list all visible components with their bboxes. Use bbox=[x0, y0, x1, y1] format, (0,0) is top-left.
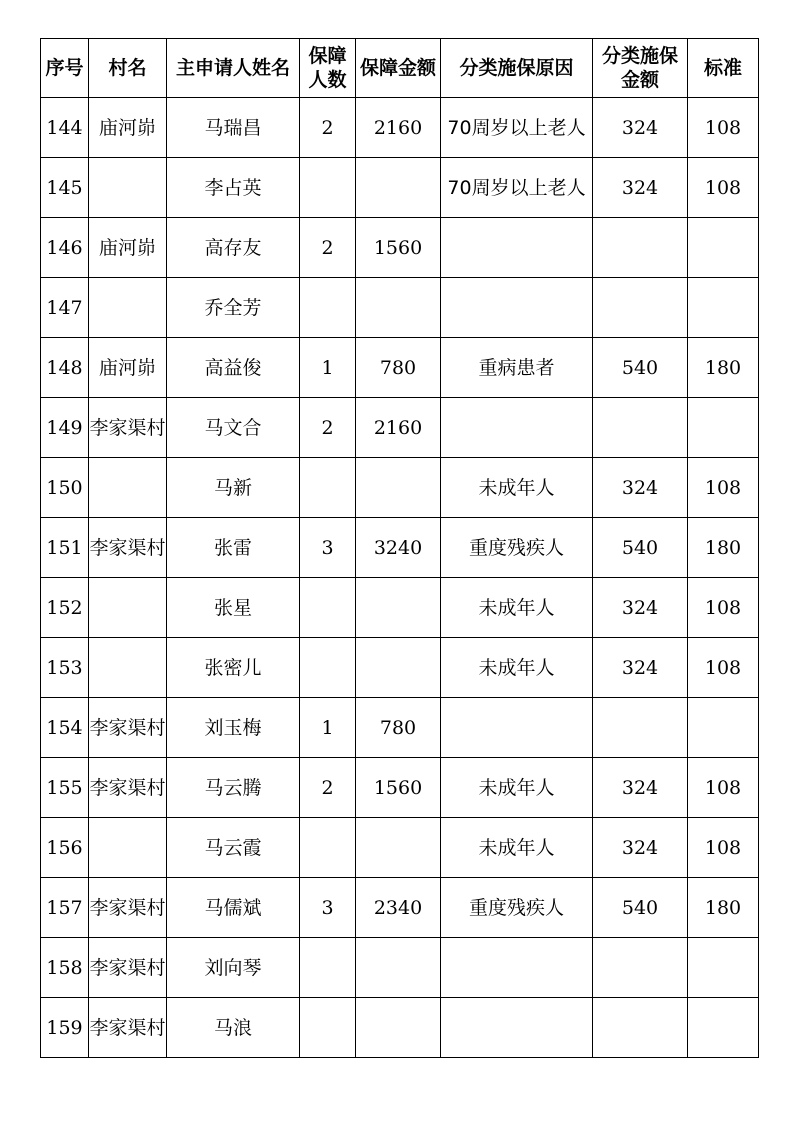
applicant-name-cell: 马文合 bbox=[167, 398, 300, 458]
applicant-name-cell: 张星 bbox=[167, 578, 300, 638]
standard-cell: 108 bbox=[688, 98, 759, 158]
reason-cell: 未成年人 bbox=[441, 638, 593, 698]
header-cell: 分类施保金额 bbox=[593, 39, 688, 98]
table-row bbox=[41, 698, 759, 758]
table-row bbox=[41, 578, 759, 638]
amount-cell bbox=[356, 578, 441, 638]
table-row bbox=[41, 278, 759, 338]
assistance-table bbox=[40, 38, 759, 1058]
reason-cell: 重病患者 bbox=[441, 338, 593, 398]
village-cell: 庙河峁 bbox=[89, 338, 167, 398]
amount-cell bbox=[356, 938, 441, 998]
applicant-name-cell: 马儒斌 bbox=[167, 878, 300, 938]
category-amount-cell bbox=[593, 938, 688, 998]
people-count-cell bbox=[300, 578, 356, 638]
serial-cell: 152 bbox=[41, 578, 89, 638]
applicant-name-cell: 高益俊 bbox=[167, 338, 300, 398]
reason-cell: 70周岁以上老人 bbox=[441, 98, 593, 158]
applicant-name-cell: 马云霞 bbox=[167, 818, 300, 878]
applicant-name-cell: 乔全芳 bbox=[167, 278, 300, 338]
amount-cell: 2340 bbox=[356, 878, 441, 938]
table-row bbox=[41, 998, 759, 1058]
serial-cell: 155 bbox=[41, 758, 89, 818]
header-cell: 保障人数 bbox=[300, 39, 356, 98]
people-count-cell bbox=[300, 458, 356, 518]
serial-cell: 154 bbox=[41, 698, 89, 758]
category-amount-cell bbox=[593, 278, 688, 338]
reason-cell: 未成年人 bbox=[441, 578, 593, 638]
people-count-cell: 1 bbox=[300, 698, 356, 758]
reason-cell: 未成年人 bbox=[441, 458, 593, 518]
reason-cell bbox=[441, 998, 593, 1058]
category-amount-cell bbox=[593, 218, 688, 278]
people-count-cell: 3 bbox=[300, 878, 356, 938]
people-count-cell bbox=[300, 938, 356, 998]
serial-cell: 148 bbox=[41, 338, 89, 398]
table-row bbox=[41, 218, 759, 278]
standard-cell bbox=[688, 698, 759, 758]
amount-cell: 3240 bbox=[356, 518, 441, 578]
village-cell: 庙河峁 bbox=[89, 98, 167, 158]
amount-cell: 780 bbox=[356, 338, 441, 398]
serial-cell: 147 bbox=[41, 278, 89, 338]
category-amount-cell: 324 bbox=[593, 458, 688, 518]
table-row bbox=[41, 818, 759, 878]
reason-cell: 重度残疾人 bbox=[441, 518, 593, 578]
reason-cell bbox=[441, 218, 593, 278]
table-row bbox=[41, 878, 759, 938]
people-count-cell: 2 bbox=[300, 758, 356, 818]
standard-cell: 180 bbox=[688, 878, 759, 938]
standard-cell bbox=[688, 998, 759, 1058]
applicant-name-cell: 刘向琴 bbox=[167, 938, 300, 998]
applicant-name-cell: 马瑞昌 bbox=[167, 98, 300, 158]
table-row bbox=[41, 98, 759, 158]
standard-cell bbox=[688, 278, 759, 338]
standard-cell: 108 bbox=[688, 578, 759, 638]
people-count-cell: 3 bbox=[300, 518, 356, 578]
applicant-name-cell: 马云腾 bbox=[167, 758, 300, 818]
table-row bbox=[41, 638, 759, 698]
amount-cell bbox=[356, 638, 441, 698]
village-cell bbox=[89, 578, 167, 638]
people-count-cell bbox=[300, 998, 356, 1058]
people-count-cell bbox=[300, 818, 356, 878]
reason-cell: 未成年人 bbox=[441, 758, 593, 818]
header-row bbox=[41, 39, 759, 98]
serial-cell: 150 bbox=[41, 458, 89, 518]
category-amount-cell: 324 bbox=[593, 638, 688, 698]
table-row bbox=[41, 158, 759, 218]
category-amount-cell bbox=[593, 398, 688, 458]
header-cell: 村名 bbox=[89, 39, 167, 98]
category-amount-cell: 324 bbox=[593, 578, 688, 638]
village-cell: 李家渠村 bbox=[89, 878, 167, 938]
village-cell bbox=[89, 458, 167, 518]
amount-cell bbox=[356, 998, 441, 1058]
serial-cell: 149 bbox=[41, 398, 89, 458]
village-cell: 李家渠村 bbox=[89, 398, 167, 458]
amount-cell bbox=[356, 818, 441, 878]
table-row bbox=[41, 758, 759, 818]
table-row bbox=[41, 458, 759, 518]
category-amount-cell: 540 bbox=[593, 518, 688, 578]
people-count-cell bbox=[300, 158, 356, 218]
people-count-cell bbox=[300, 278, 356, 338]
village-cell: 李家渠村 bbox=[89, 758, 167, 818]
reason-cell bbox=[441, 938, 593, 998]
applicant-name-cell: 马新 bbox=[167, 458, 300, 518]
standard-cell: 108 bbox=[688, 758, 759, 818]
people-count-cell: 1 bbox=[300, 338, 356, 398]
serial-cell: 157 bbox=[41, 878, 89, 938]
header-cell: 序号 bbox=[41, 39, 89, 98]
serial-cell: 153 bbox=[41, 638, 89, 698]
people-count-cell: 2 bbox=[300, 398, 356, 458]
amount-cell bbox=[356, 278, 441, 338]
standard-cell bbox=[688, 398, 759, 458]
serial-cell: 151 bbox=[41, 518, 89, 578]
village-cell bbox=[89, 158, 167, 218]
standard-cell bbox=[688, 938, 759, 998]
standard-cell: 108 bbox=[688, 638, 759, 698]
applicant-name-cell: 张雷 bbox=[167, 518, 300, 578]
standard-cell: 108 bbox=[688, 158, 759, 218]
reason-cell: 重度残疾人 bbox=[441, 878, 593, 938]
table-row bbox=[41, 518, 759, 578]
people-count-cell: 2 bbox=[300, 98, 356, 158]
people-count-cell: 2 bbox=[300, 218, 356, 278]
village-cell: 李家渠村 bbox=[89, 998, 167, 1058]
header-cell: 标准 bbox=[688, 39, 759, 98]
category-amount-cell: 324 bbox=[593, 158, 688, 218]
village-cell: 庙河峁 bbox=[89, 218, 167, 278]
header-cell: 保障金额 bbox=[356, 39, 441, 98]
village-cell: 李家渠村 bbox=[89, 518, 167, 578]
serial-cell: 144 bbox=[41, 98, 89, 158]
header-cell: 主申请人姓名 bbox=[167, 39, 300, 98]
serial-cell: 158 bbox=[41, 938, 89, 998]
serial-cell: 156 bbox=[41, 818, 89, 878]
category-amount-cell: 540 bbox=[593, 878, 688, 938]
standard-cell bbox=[688, 218, 759, 278]
applicant-name-cell: 马浪 bbox=[167, 998, 300, 1058]
serial-cell: 146 bbox=[41, 218, 89, 278]
category-amount-cell bbox=[593, 998, 688, 1058]
people-count-cell bbox=[300, 638, 356, 698]
amount-cell: 780 bbox=[356, 698, 441, 758]
applicant-name-cell: 张密儿 bbox=[167, 638, 300, 698]
standard-cell: 108 bbox=[688, 818, 759, 878]
standard-cell: 180 bbox=[688, 518, 759, 578]
reason-cell bbox=[441, 398, 593, 458]
table-body bbox=[41, 98, 759, 1058]
category-amount-cell: 324 bbox=[593, 818, 688, 878]
serial-cell: 159 bbox=[41, 998, 89, 1058]
header-cell: 分类施保原因 bbox=[441, 39, 593, 98]
reason-cell bbox=[441, 698, 593, 758]
category-amount-cell: 540 bbox=[593, 338, 688, 398]
category-amount-cell bbox=[593, 698, 688, 758]
amount-cell: 1560 bbox=[356, 758, 441, 818]
village-cell bbox=[89, 638, 167, 698]
village-cell bbox=[89, 278, 167, 338]
village-cell: 李家渠村 bbox=[89, 938, 167, 998]
amount-cell bbox=[356, 158, 441, 218]
village-cell bbox=[89, 818, 167, 878]
table-row bbox=[41, 338, 759, 398]
amount-cell: 2160 bbox=[356, 398, 441, 458]
applicant-name-cell: 高存友 bbox=[167, 218, 300, 278]
category-amount-cell: 324 bbox=[593, 98, 688, 158]
reason-cell: 70周岁以上老人 bbox=[441, 158, 593, 218]
table-row bbox=[41, 938, 759, 998]
village-cell: 李家渠村 bbox=[89, 698, 167, 758]
reason-cell bbox=[441, 278, 593, 338]
applicant-name-cell: 刘玉梅 bbox=[167, 698, 300, 758]
amount-cell bbox=[356, 458, 441, 518]
standard-cell: 108 bbox=[688, 458, 759, 518]
applicant-name-cell: 李占英 bbox=[167, 158, 300, 218]
amount-cell: 1560 bbox=[356, 218, 441, 278]
reason-cell: 未成年人 bbox=[441, 818, 593, 878]
standard-cell: 180 bbox=[688, 338, 759, 398]
amount-cell: 2160 bbox=[356, 98, 441, 158]
table-row bbox=[41, 398, 759, 458]
category-amount-cell: 324 bbox=[593, 758, 688, 818]
serial-cell: 145 bbox=[41, 158, 89, 218]
